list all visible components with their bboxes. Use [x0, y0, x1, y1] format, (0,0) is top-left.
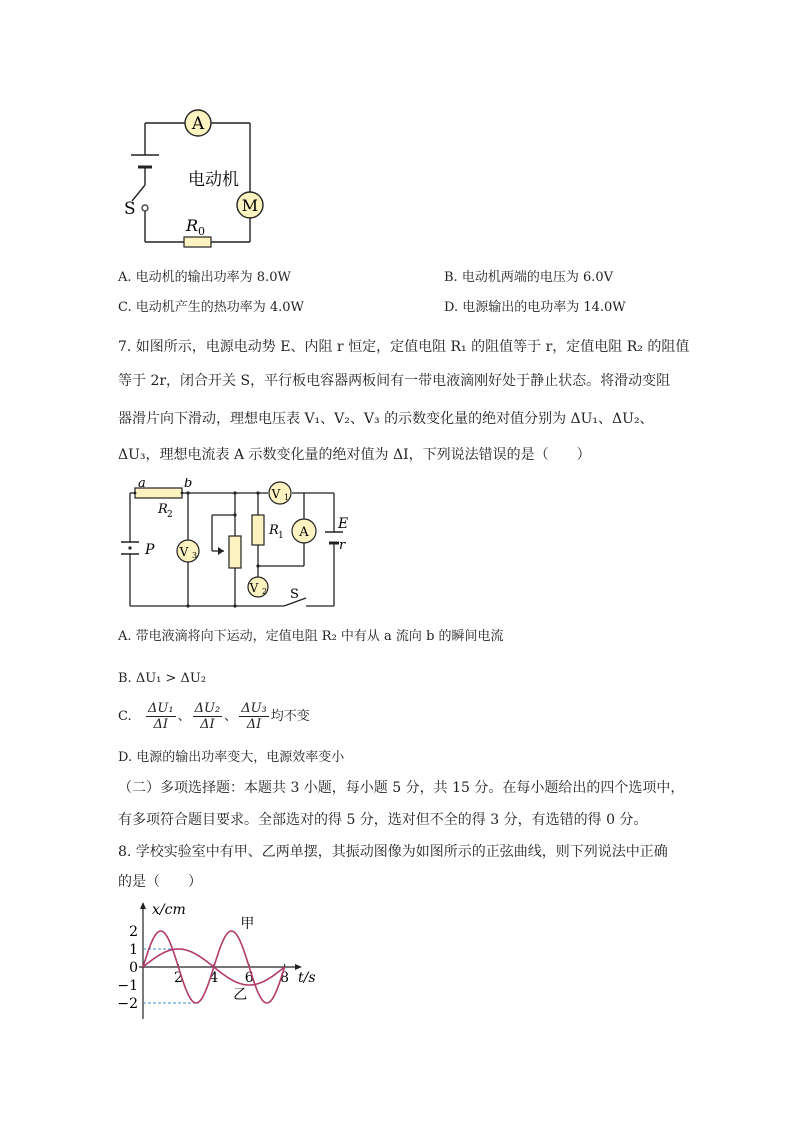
y-axis-arrow-icon	[140, 902, 146, 909]
motor-caption: 电动机	[188, 170, 239, 190]
q7-label-s: S	[290, 587, 299, 602]
q8-stem-line-2: 的是（ ）	[118, 874, 202, 890]
q7-circuit-diagram	[118, 478, 358, 613]
q7-label-r1: R	[269, 523, 279, 538]
q7-label-e: E	[338, 516, 349, 532]
section2-line-2: 有多项符合题目要求。全部选对的得 5 分，选对但不全的得 3 分，有选错的得 0 分。	[118, 812, 648, 828]
q7-label-v2: V	[249, 581, 259, 595]
chart-x-tick-label: 4	[209, 970, 219, 986]
resistor-label: R	[186, 216, 199, 235]
q7-option-c-suffix: 均不变	[270, 709, 310, 724]
q7-option-c-fraction-2: $\frac{\text{ΔU₂}}{\Delta I}$	[194, 701, 221, 732]
q7-option-d: D. 电源的输出功率变大，电源效率变小	[118, 750, 345, 765]
chart-y-tick-label: 0	[129, 960, 138, 976]
q7-option-c-fraction-3: $\frac{\text{ΔU₃}}{\Delta I}$	[241, 701, 267, 732]
q7-stem-line-1: 7. 如图所示，电源电动势 E、内阻 r 恒定，定值电阻 R₁ 的阻值等于 r，定值电阻 R₂ 的阻值	[118, 339, 690, 355]
q7-option-a: A. 带电液滴将向下运动，定值电阻 R₂ 中有从 a 流向 b 的瞬间电流	[118, 629, 504, 644]
q7-label-r2: R	[158, 502, 168, 517]
chart-x-tick-label: 6	[244, 970, 254, 986]
series-label-jia: 甲	[240, 916, 255, 932]
switch-label: S	[124, 199, 136, 219]
q7-label-p: P	[145, 542, 155, 558]
q7-rheostat	[229, 536, 241, 568]
q6-option-c: C. 电动机产生的热功率为 4.0W	[118, 300, 304, 315]
ammeter-label: A	[191, 114, 205, 134]
series-label-yi: 乙	[233, 987, 248, 1003]
q6-circuit-diagram	[118, 105, 278, 250]
chart-y-tick-label: 2	[129, 924, 138, 940]
q7-option-b: B. ΔU₁ > ΔU₂	[118, 671, 207, 686]
q7-label-ammeter: A	[299, 525, 309, 540]
q7-label-v3-sub: 3	[192, 551, 198, 560]
q7-label-v1-sub: 1	[284, 493, 290, 502]
q7-resistor-r1	[252, 515, 264, 545]
q7-label-r1-sub: 1	[278, 531, 284, 541]
chart-y-tick-label: −2	[117, 996, 138, 1012]
section2-line-1: （二）多项选择题：本题共 3 小题，每小题 5 分，共 15 分。在每小题给出的四个选项中，	[118, 780, 685, 796]
resistor-sub: 0	[198, 225, 205, 238]
chart-y-tick-label: −1	[117, 978, 138, 994]
chart-x-axis-label: t/s	[298, 970, 316, 986]
q7-option-c: C. $\frac{\text{ΔU₁}}{\Delta I}$ 、 $\frac{\text{ΔU₂}}{\Delta I}$ 、 $\frac{\text{ΔU₃}}{\Delta I}$ 均不变	[118, 701, 310, 732]
q6-option-b: B. 电动机两端的电压为 6.0V	[444, 270, 614, 285]
q8-stem-line-1: 8. 学校实验室中有甲、乙两单摆，其振动图像为如图所示的正弦曲线，则下列说法中正确	[118, 844, 668, 860]
resistor-r0	[184, 237, 211, 247]
chart-y-axis-label: x/cm	[152, 902, 186, 918]
q7-stem-line-2: 等于 2r，闭合开关 S，平行板电容器两板间有一带电液滴刚好处于静止状态。将滑动变阻	[118, 373, 671, 389]
q7-label-b: b	[184, 478, 193, 491]
q8-vibration-chart	[112, 898, 332, 1023]
q7-label-r2-sub: 2	[167, 510, 173, 520]
q7-option-c-fraction-1: $\frac{\text{ΔU₁}}{\Delta I}$	[148, 701, 174, 732]
chart-y-tick-label: 1	[129, 942, 138, 958]
q7-option-c-prefix: C.	[118, 709, 132, 724]
chart-x-tick-label: 2	[173, 970, 183, 986]
q6-option-a: A. 电动机的输出功率为 8.0W	[118, 270, 291, 285]
q7-label-v2-sub: 2	[262, 587, 268, 596]
q7-label-r: r	[339, 538, 346, 553]
q6-option-d: D. 电源输出的电功率为 14.0W	[444, 300, 626, 315]
q7-stem-line-4: ΔU₃，理想电流表 A 示数变化量的绝对值为 ΔI，下列说法错误的是（ ）	[118, 447, 591, 463]
q7-label-a: a	[138, 478, 146, 491]
q7-stem-line-3: 器滑片向下滑动，理想电压表 V₁、V₂、V₃ 的示数变化量的绝对值分别为 ΔU₁、ΔU₂、	[118, 411, 654, 427]
motor-label: M	[241, 196, 259, 215]
q7-label-v1: V	[271, 487, 281, 501]
q7-label-v3: V	[179, 545, 189, 559]
chart-x-tick-label: 8	[280, 970, 290, 986]
